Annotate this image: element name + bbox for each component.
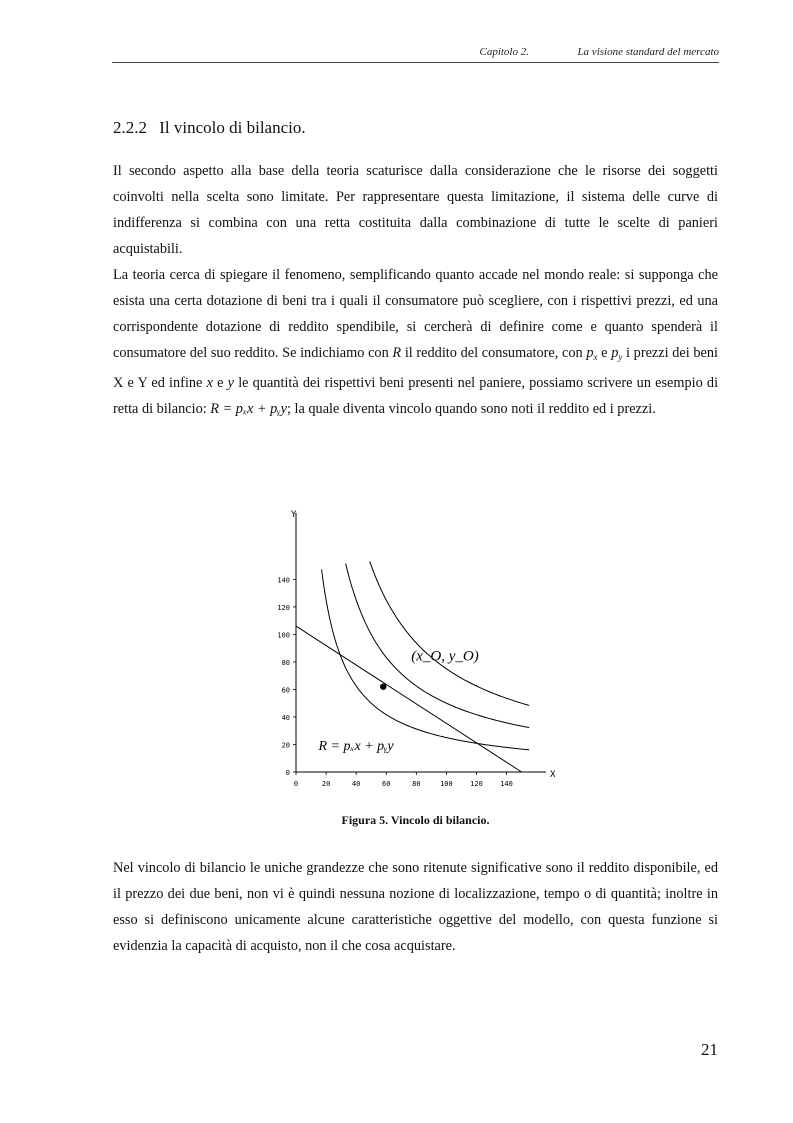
- budget-equation-label: R = pₓx + pᵧy: [318, 738, 394, 754]
- y-tick-label: 100: [277, 631, 290, 640]
- x-tick-label: 100: [440, 780, 453, 788]
- indifference-curve-mid: [346, 564, 529, 728]
- paragraph-1: Il secondo aspetto alla base della teoria scaturisce dalla considerazione che le risorse dei soggetti coinvolti nella scelta sono limitate. Per rappresentare questa limitazione, il sistema delle curve di indifferenza si combina con una retta costituita dalla combinazione di tutte le scelte di panieri acquistabili.: [113, 163, 718, 257]
- x-tick-label: 40: [351, 780, 361, 788]
- header-rule: [112, 62, 719, 63]
- paragraph-3: Nel vincolo di bilancio le uniche grandezze che sono ritenute significative sono il reddito disponibile, ed il prezzo dei due beni, non vi è quindi nessuna nozione di localizzazione, tempo o di quantità; inoltre in esso si definiscono unicamente alcune caratteristiche oggettive del modello, con questa funzione si evidenzia la capacità di acquisto, non il che cosa acquistare.: [113, 860, 718, 954]
- page-number: 21: [701, 1040, 718, 1059]
- running-header: [112, 46, 719, 62]
- x-tick-label: 20: [321, 780, 331, 788]
- header-chapter: Capitolo 2.: [479, 46, 529, 58]
- budget-constraint-figure: [268, 505, 568, 805]
- paragraph-2: La teoria cerca di spiegare il fenomeno, semplificando quanto accade nel mondo reale: si supponga che esista una certa dotazione di beni tra i quali il consumatore può scegliere, con i rispettivi prezzi, ed una corrispondente dotazione di reddito spendibile, si cercherà di definire come e quanto spenderà il consumatore del suo reddito. Se indichiamo con R il reddito del consumatore, con $p_x$ e $p_y$ i prezzi dei beni X e Y ed infine x e y le quantità dei rispettivi beni presenti nel paniere, possiamo scrivere un esempio di retta di bilancio: R = pₓx + pᵧy; la quale diventa vincolo quando sono noti il reddito ed i prezzi.: [113, 267, 719, 417]
- section-title: Il vincolo di bilancio.: [159, 118, 306, 137]
- optimum-label: (x_O, y_O): [411, 648, 479, 665]
- section-heading: [113, 118, 306, 138]
- optimum-point: [380, 683, 386, 689]
- y-tick-label: 80: [281, 658, 290, 667]
- x-tick-label: 140: [500, 780, 513, 788]
- body-text: [113, 158, 718, 422]
- budget-equation-inline: R = pₓx + pᵧy: [210, 401, 287, 417]
- indifference-curve-high: [370, 561, 529, 705]
- x-tick-label: 120: [470, 780, 483, 788]
- y-tick-label: 40: [281, 713, 290, 722]
- y-tick-label: 60: [281, 686, 290, 695]
- x-tick-label: 80: [412, 780, 421, 788]
- x-axis-label: X: [550, 770, 556, 780]
- body-text-2: [113, 855, 718, 959]
- y-tick-label: 140: [277, 576, 290, 585]
- x-tick-label: 0: [293, 780, 299, 788]
- section-number: 2.2.2: [113, 118, 147, 137]
- y-axis-label: Y: [291, 510, 297, 520]
- y-tick-label: 20: [281, 741, 290, 750]
- y-tick-label: 120: [277, 603, 290, 612]
- header-section: La visione standard del mercato: [577, 46, 719, 58]
- y-tick-label: 0: [285, 769, 290, 777]
- x-tick-label: 60: [382, 780, 391, 788]
- chart-svg: [268, 505, 568, 805]
- figure-caption: Figura 5. Vincolo di bilancio.: [341, 813, 490, 827]
